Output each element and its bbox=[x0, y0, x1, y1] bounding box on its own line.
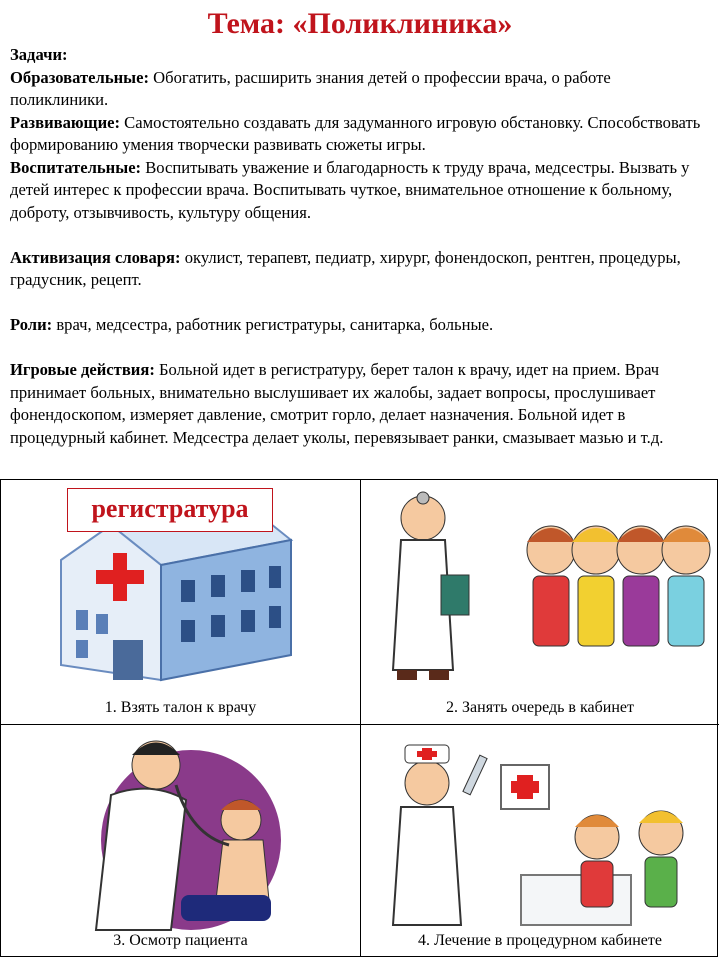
panel-caption-4: 4. Лечение в процедурном кабинете bbox=[417, 932, 662, 949]
panel-caption-3: 3. Осмотр пациента bbox=[113, 932, 248, 949]
panel-treatment bbox=[361, 725, 719, 957]
panel-queue bbox=[361, 480, 719, 725]
illustration-grid bbox=[0, 479, 718, 957]
tasks-upbringing: Воспитательные: Воспитывать уважение и благодарность к труду врача, медсестры. Вызвать у детей интерес к профессии врача. Воспитывать чуткое, внимательное отношение к больному, доброту, отзывчивость, культуру общения. bbox=[10, 157, 690, 222]
doctor-and-children-illustration bbox=[361, 480, 719, 696]
panel-caption-1: 1. Взять талон к врачу bbox=[104, 699, 257, 716]
panel-caption-2: 2. Занять очередь в кабинет bbox=[446, 699, 634, 716]
actions-paragraph: Игровые действия: Больной идет в регистратуру, берет талон к врачу, идет на прием. Врач принимает больных, внимательно выслушивает их жалобы, задает вопросы, прослушивает фонендоскопом, измеряет давление, смотрит горло, делает назначения. Больной идет в процедурный кабинет. Медсестра делает уколы, перевязывает ранки, смазывает мазью и т.д. bbox=[10, 360, 664, 447]
tasks-heading: Задачи: bbox=[10, 45, 68, 64]
tasks-developing: Развивающие: Самостоятельно создавать для задуманного игровую обстановку. Способствовать формированию умения творчески развивать сюжеты игры. bbox=[10, 112, 701, 154]
vocabulary-paragraph: Активизация словаря: окулист, терапевт, педиатр, хирург, фонендоскоп, рентген, процедуры, градусник, рецепт. bbox=[10, 247, 681, 289]
roles-paragraph: Роли: врач, медсестра, работник регистратуры, санитарка, больные. bbox=[10, 315, 494, 334]
tasks-educational: Образовательные: Обогатить, расширить знания детей о профессии врача, о работе поликлиники. bbox=[10, 67, 611, 109]
examination-illustration bbox=[1, 725, 360, 931]
treatment-room-illustration bbox=[361, 725, 719, 931]
panel-registry bbox=[1, 480, 361, 725]
registry-sign: регистратура bbox=[67, 488, 273, 532]
page-title: Тема: «Поликлиника» bbox=[207, 7, 513, 40]
lesson-text bbox=[10, 44, 710, 449]
panel-examination bbox=[1, 725, 361, 957]
children-group bbox=[527, 526, 710, 646]
